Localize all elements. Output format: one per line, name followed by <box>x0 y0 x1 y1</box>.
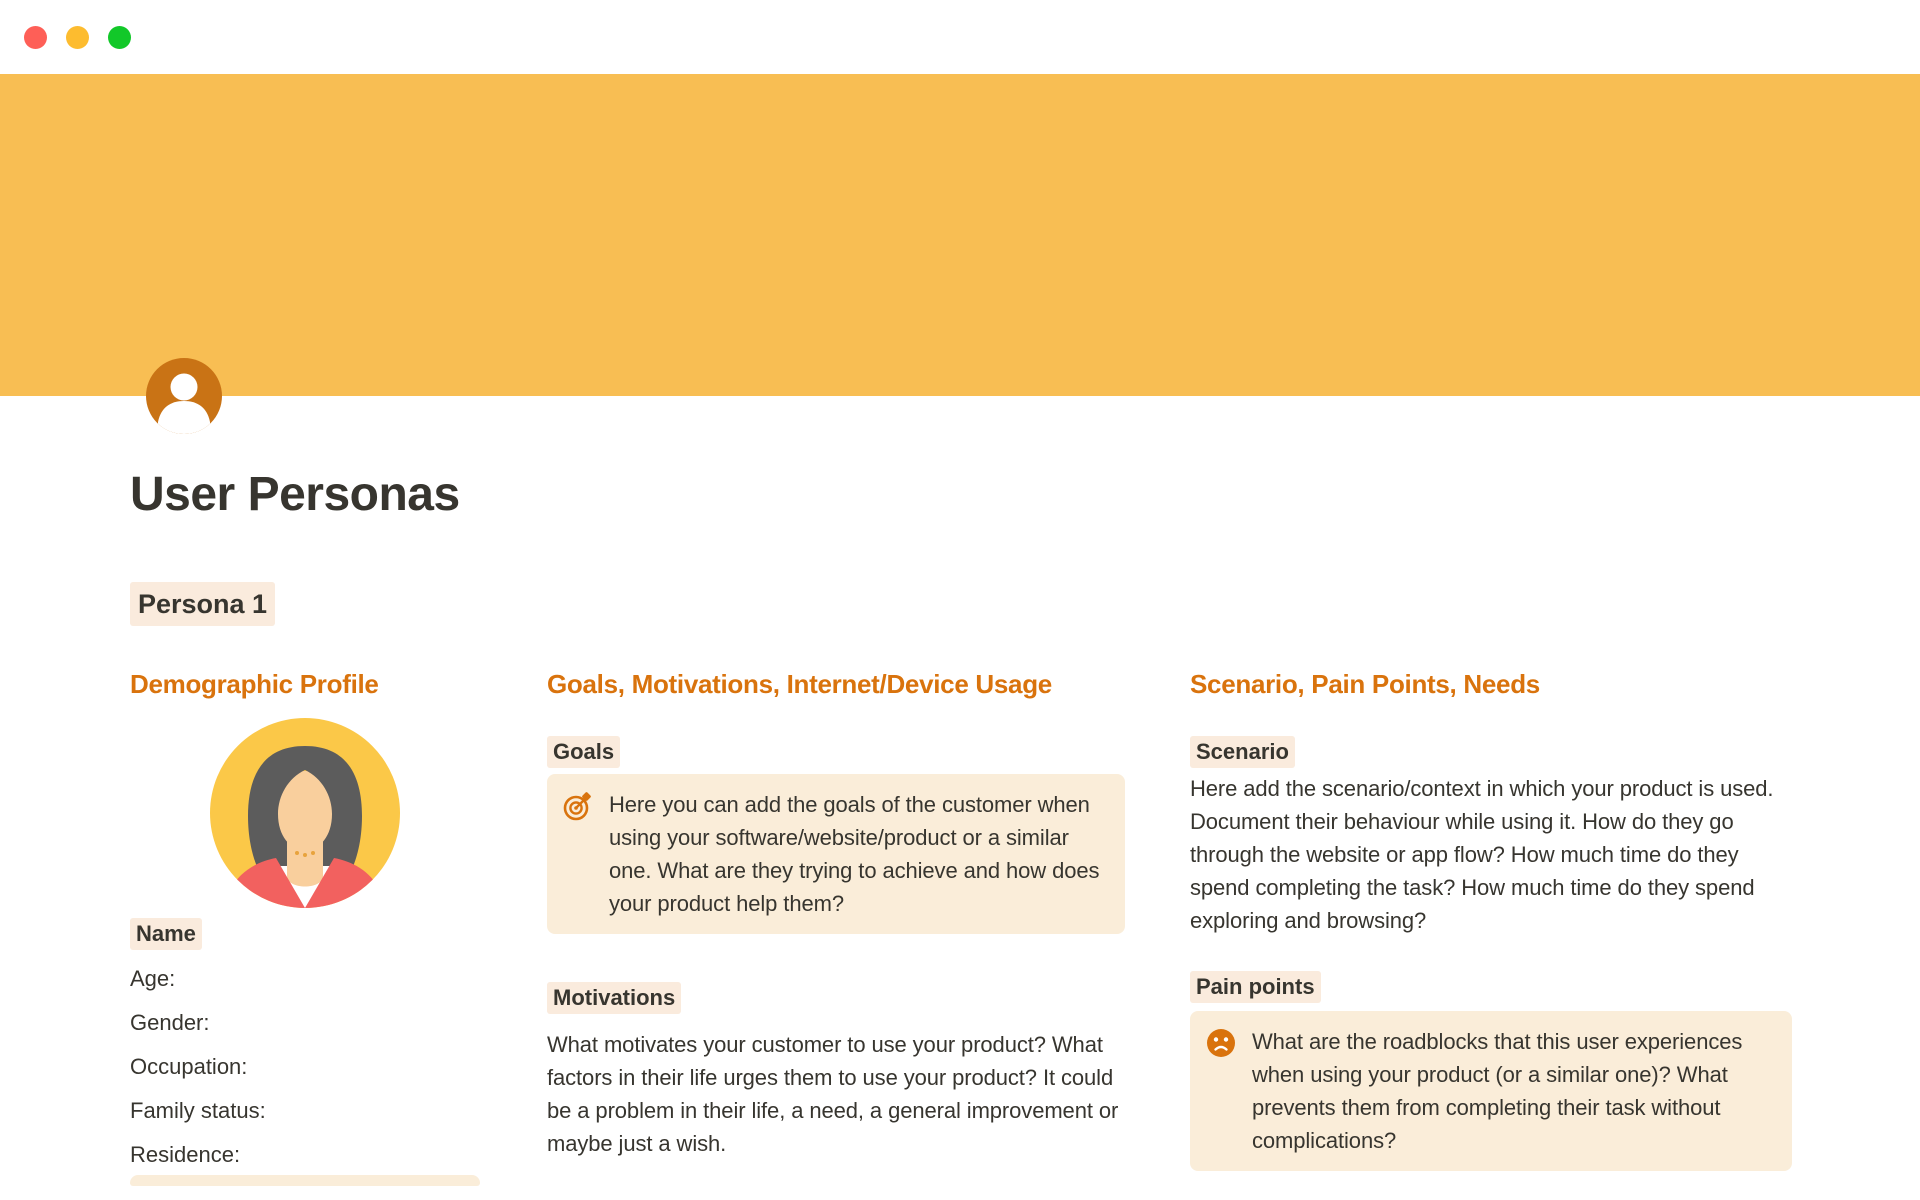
scenario-label: Scenario <box>1190 736 1295 768</box>
goals-callout-text: Here you can add the goals of the customer when using your software/website/product or a similar one. What are they trying to achieve and how does your product help them? <box>609 792 1100 916</box>
goals-callout <box>547 774 1125 934</box>
columns-row <box>130 666 1792 1186</box>
pain-callout-text: What are the roadblocks that this user experiences when using your product (or a similar one)? What prevents them from completing their task without complications? <box>1252 1029 1743 1153</box>
minimize-button[interactable] <box>66 26 89 49</box>
column-scenario-pain <box>1190 666 1792 1171</box>
person-bust-icon[interactable] <box>146 358 222 434</box>
demographic-heading: Demographic Profile <box>130 669 379 699</box>
fullscreen-button[interactable] <box>108 26 131 49</box>
woman-avatar-illustration <box>210 718 400 908</box>
field-occupation: Occupation: <box>130 1054 248 1079</box>
field-age: Age: <box>130 966 176 991</box>
motivations-label: Motivations <box>547 982 681 1014</box>
direct-hit-icon <box>563 791 593 821</box>
page-title: User Personas <box>130 468 460 521</box>
page-body <box>0 464 1920 1186</box>
goals-label: Goals <box>547 736 620 768</box>
name-label: Name <box>130 918 202 950</box>
pain-points-callout <box>1190 1011 1792 1171</box>
pain-points-label: Pain points <box>1190 971 1321 1003</box>
field-family-status: Family status: <box>130 1098 266 1123</box>
window-titlebar <box>0 0 1920 74</box>
goals-column-heading: Goals, Motivations, Internet/Device Usage <box>547 669 1052 699</box>
cropped-callout-top-edge <box>130 1175 480 1186</box>
sad-face-icon <box>1206 1028 1236 1058</box>
close-button[interactable] <box>24 26 47 49</box>
field-residence: Residence: <box>130 1142 241 1167</box>
field-gender: Gender: <box>130 1010 210 1035</box>
column-goals-motivations <box>547 666 1125 1160</box>
motivations-text: What motivates your customer to use your product? What factors in their life urges them to use your product? It could be a problem in their life, a need, a general improvement or maybe just a wish. <box>547 1032 1119 1156</box>
scenario-column-heading: Scenario, Pain Points, Needs <box>1190 669 1540 699</box>
column-demographic <box>130 666 480 1186</box>
section-heading: Persona 1 <box>130 582 275 626</box>
scenario-text: Here add the scenario/context in which your product is used. Document their behaviour while using it. How do they go through the website or app flow? How much time do they spend completing the task? How much time do they spend exploring and browsing? <box>1190 776 1774 933</box>
page-cover-banner[interactable] <box>0 74 1920 396</box>
